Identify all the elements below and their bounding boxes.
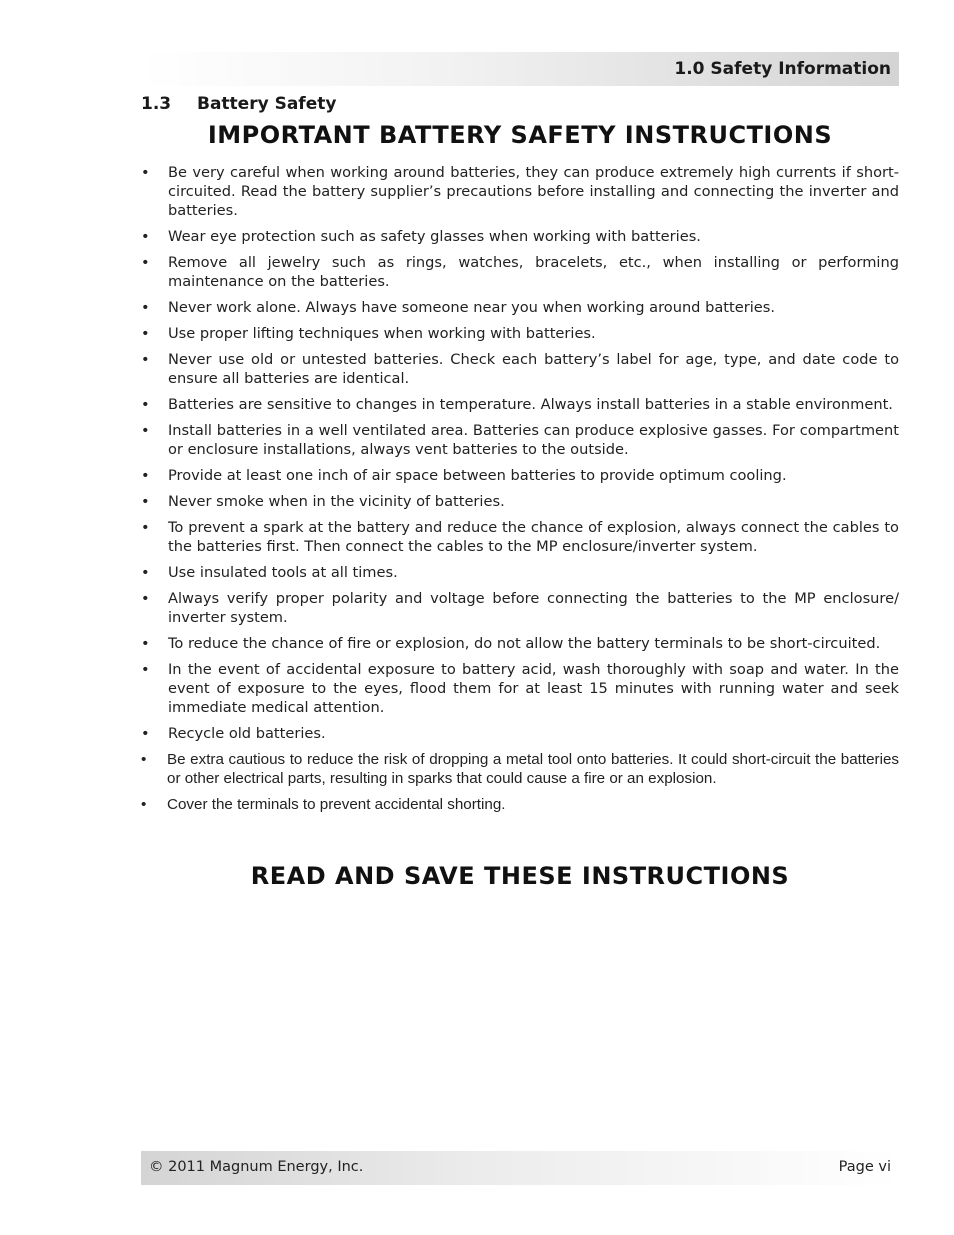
list-item-text: In the event of accidental exposure to battery acid, wash thoroughly with soap and water. In the event of exposure to the eyes, flood them for at least 15 minutes with running water and seek immediate medical attention. — [168, 661, 899, 716]
list-item — [141, 589, 899, 627]
list-item-text: Never smoke when in the vicinity of batteries. — [168, 493, 505, 510]
bullet-icon: • — [141, 796, 147, 813]
bullet-icon: • — [141, 564, 150, 581]
list-item — [141, 324, 899, 343]
list-item-text: Always verify proper polarity and voltage before connecting the batteries to the MP enclosure/ inverter system. — [168, 590, 899, 626]
bullet-icon: • — [141, 635, 150, 652]
list-item — [141, 298, 899, 317]
bullet-icon: • — [141, 164, 150, 181]
list-item-text: Be extra cautious to reduce the risk of dropping a metal tool onto batteries. It could short-circuit the batteries or other electrical parts, resulting in sparks that could cause a fire or an explosion. — [167, 751, 899, 787]
list-item-text: To prevent a spark at the battery and reduce the chance of explosion, always connect the cables to the batteries first. Then connect the cables to the MP enclosure/inverter system. — [168, 519, 899, 555]
list-item-text: Use proper lifting techniques when working with batteries. — [168, 325, 596, 342]
list-item — [141, 563, 899, 582]
list-item — [141, 634, 899, 653]
list-item-text: Provide at least one inch of air space between batteries to provide optimum cooling. — [168, 467, 787, 484]
list-item-text: Be very careful when working around batteries, they can produce extremely high currents if short-circuited. Read the battery supplier’s precautions before installing and connecting the inverter and batteries. — [168, 164, 899, 219]
list-item — [141, 660, 899, 717]
footer-bar — [141, 1151, 899, 1185]
list-item — [141, 395, 899, 414]
list-item — [141, 518, 899, 556]
list-item-text: Install batteries in a well ventilated area. Batteries can produce explosive gasses. For compartment or enclosure installations, always vent batteries to the outside. — [168, 422, 899, 458]
list-item — [141, 350, 899, 388]
bullet-icon: • — [141, 351, 150, 368]
section-heading — [141, 94, 336, 114]
bullet-icon: • — [141, 228, 150, 245]
bullet-icon: • — [141, 467, 150, 484]
list-item — [141, 253, 899, 291]
list-item — [141, 466, 899, 485]
header-section-title: 1.0 Safety Information — [674, 59, 891, 79]
bullet-icon: • — [141, 254, 150, 271]
list-item — [141, 163, 899, 220]
list-item — [141, 750, 899, 788]
list-item-text: To reduce the chance of fire or explosion, do not allow the battery terminals to be short-circuited. — [168, 635, 881, 652]
list-item — [141, 421, 899, 459]
page-title: IMPORTANT BATTERY SAFETY INSTRUCTIONS — [207, 121, 833, 149]
footer-page-number: Page vi — [838, 1159, 891, 1175]
list-item-text: Never use old or untested batteries. Check each battery’s label for age, type, and date code to ensure all batteries are identical. — [168, 351, 899, 387]
list-item-text: Use insulated tools at all times. — [168, 564, 398, 581]
bullet-icon: • — [141, 325, 150, 342]
bullet-icon: • — [141, 519, 150, 536]
footer-copyright: © 2011 Magnum Energy, Inc. — [149, 1159, 364, 1175]
list-item-text: Batteries are sensitive to changes in temperature. Always install batteries in a stable environment. — [168, 396, 893, 413]
bullet-icon: • — [141, 493, 150, 510]
list-item — [141, 492, 899, 511]
section-title: Battery Safety — [197, 94, 337, 114]
list-item-text: Wear eye protection such as safety glasses when working with batteries. — [168, 228, 701, 245]
header-bar — [141, 52, 899, 86]
list-item-text: Recycle old batteries. — [168, 725, 326, 742]
bullet-icon: • — [141, 299, 150, 316]
section-number: 1.3 — [141, 94, 172, 114]
bullet-icon: • — [141, 751, 147, 768]
list-item-text: Remove all jewelry such as rings, watches, bracelets, etc., when installing or performing maintenance on the batteries. — [168, 254, 899, 290]
list-item — [141, 724, 899, 743]
bullet-icon: • — [141, 590, 150, 607]
list-item-text: Never work alone. Always have someone near you when working around batteries. — [168, 299, 775, 316]
bullet-icon: • — [141, 661, 150, 678]
list-item — [141, 795, 899, 814]
list-item-text: Cover the terminals to prevent accidental shorting. — [167, 796, 506, 813]
bullet-icon: • — [141, 725, 150, 742]
bullet-icon: • — [141, 422, 150, 439]
closing-title: READ AND SAVE THESE INSTRUCTIONS — [250, 862, 790, 890]
list-item — [141, 227, 899, 246]
safety-instructions-list — [141, 163, 899, 821]
bullet-icon: • — [141, 396, 150, 413]
